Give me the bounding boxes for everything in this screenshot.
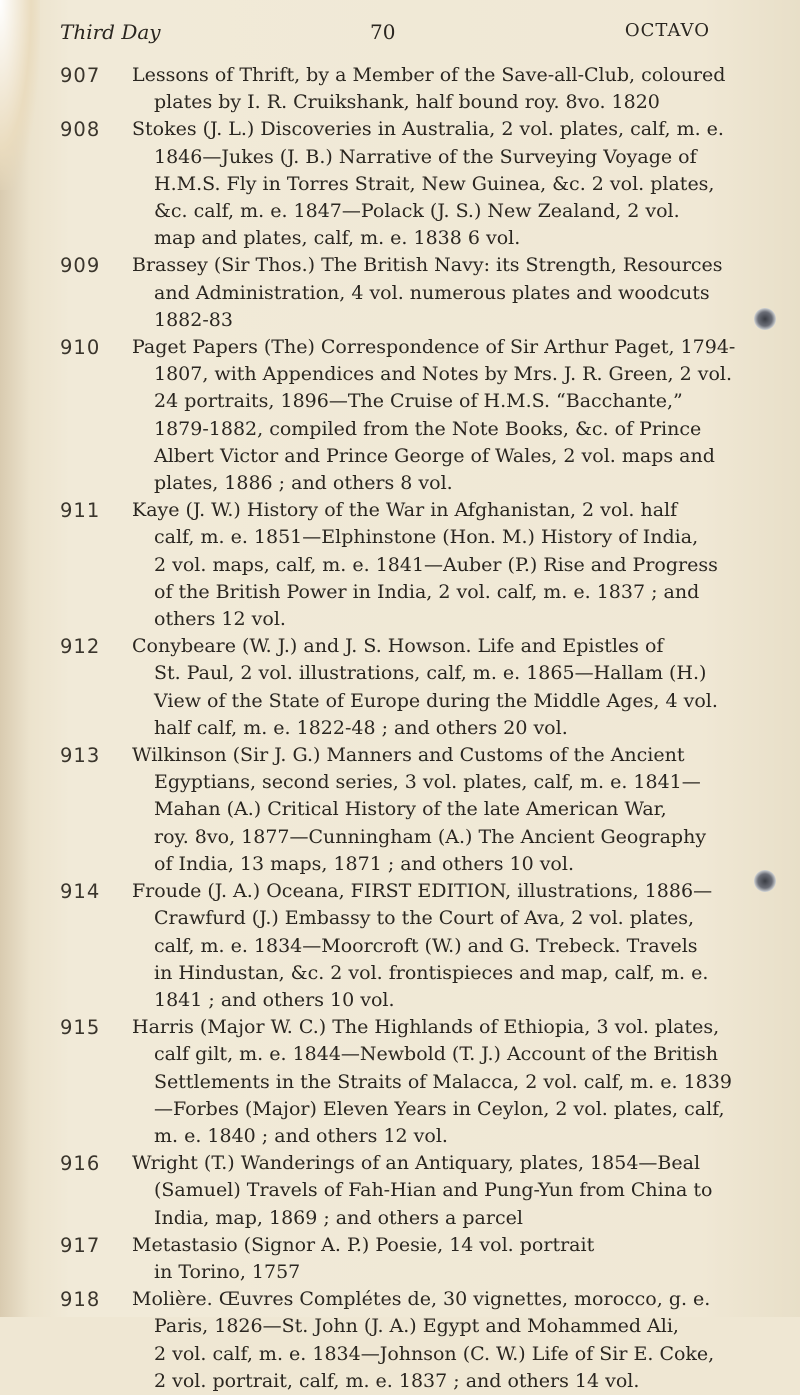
lot-description-line: Harris (Major W. C.) The Highlands of Ethiopia, 3 vol. plates, [132,1016,720,1039]
lot-description [132,62,726,116]
lot-entry [0,878,800,1014]
lot-number: 908 [60,118,101,142]
lot-description-line: Froude (J. A.) Oceana, FIRST EDITION, illustrations, 1886— [132,880,713,903]
lot-description-line: Settlements in the Straits of Malacca, 2 vol. calf, m. e. 1839 [154,1070,732,1093]
lot-description-line: half calf, m. e. 1822-48 ; and others 20 vol. [154,716,568,739]
lot-description-line: Kaye (J. W.) History of the War in Afghanistan, 2 vol. half [132,499,678,522]
lot-description-line: and Administration, 4 vol. numerous plates and woodcuts [154,281,710,304]
lot-entry [0,334,800,497]
lot-description [132,334,736,497]
lot-description-line: Wilkinson (Sir J. G.) Manners and Customs of the Ancient [132,744,685,767]
lot-number: 907 [60,64,101,87]
lot-description [132,252,723,334]
lot-description-line: View of the State of Europe during the Middle Ages, 4 vol. [154,689,718,712]
lot-entry [0,1014,800,1150]
lot-description-line: Conybeare (W. J.) and J. S. Howson. Life and Epistles of [132,635,664,658]
lot-entry [0,1232,800,1286]
lot-description-line: 1882-83 [154,308,233,331]
lot-entry [0,116,800,252]
lot-description-line: calf, m. e. 1851—Elphinstone (Hon. M.) History of India, [154,526,699,549]
header-day: Third Day [60,20,161,44]
lot-description-line: —Forbes (Major) Eleven Years in Ceylon, 2 vol. plates, calf, [154,1097,725,1120]
lot-description-line: 2 vol. maps, calf, m. e. 1841—Auber (P.) Rise and Progress [154,553,718,576]
lot-description-line: Paris, 1826—St. John (J. A.) Egypt and Mohammed Ali, [154,1315,679,1338]
lot-entry [0,742,800,878]
lot-description [132,1232,712,1286]
lot-description-line: &c. calf, m. e. 1847—Polack (J. S.) New Zealand, 2 vol. [154,200,680,223]
lot-description-line: 1807, with Appendices and Notes by Mrs. J. R. Green, 2 vol. [154,363,733,386]
lot-number: 910 [60,336,101,360]
lot-description-line: Stokes (J. L.) Discoveries in Australia, 2 vol. plates, calf, m. e. [132,118,724,141]
lot-description-line: 1841 ; and others 10 vol. [154,988,395,1011]
page-header [60,20,710,48]
lot-description-line: in Hindustan, &c. 2 vol. frontispieces and map, calf, m. e. [154,961,709,984]
lot-description-line: in Torino, 1757 [154,1260,301,1283]
lot-description-line: St. Paul, 2 vol. illustrations, calf, m. e. 1865—Hallam (H.) [154,662,707,685]
lot-description-line: map and plates, calf, m. e. 1838 6 vol. [154,227,521,250]
lot-description-line: Paget Papers (The) Correspondence of Sir Arthur Paget, 1794- [132,336,736,359]
lot-description [132,116,724,252]
ink-smudge [754,870,776,892]
lot-entry [0,633,800,742]
lot-description-line: 24 portraits, 1896—The Cruise of H.M.S. “Bacchante,” [154,390,683,413]
lot-description-line: Wright (T.) Wanderings of an Antiquary, plates, 1854—Beal [132,1152,701,1175]
lot-number: 916 [60,1152,101,1176]
lot-entry [0,62,800,116]
lot-number: 918 [60,1288,101,1312]
lot-entry [0,497,800,633]
lot-description [132,497,718,633]
lot-description-line: H.M.S. Fly in Torres Strait, New Guinea, &c. 2 vol. plates, [154,172,715,195]
lot-description-line: Crawfurd (J.) Embassy to the Court of Ava, 2 vol. plates, [154,907,694,930]
lot-description-line: 2 vol. portrait, calf, m. e. 1837 ; and others 14 vol. [154,1369,640,1392]
lot-number: 913 [60,744,101,768]
lot-description-line: 1879-1882, compiled from the Note Books, &c. of Prince [154,417,702,440]
lot-description-line: of India, 13 maps, 1871 ; and others 10 vol. [154,852,574,875]
lot-description-line: (Samuel) Travels of Fah-Hian and Pung-Yun from China to [154,1179,713,1202]
lot-description-line: Egyptians, second series, 3 vol. plates, calf, m. e. 1841— [154,771,701,794]
lot-description-line: India, map, 1869 ; and others a parcel [154,1206,523,1229]
lot-description-line: calf gilt, m. e. 1844—Newbold (T. J.) Account of the British [154,1043,719,1066]
lot-description-line: roy. 8vo, 1877—Cunningham (A.) The Ancient Geography [154,825,707,848]
lot-description-line: m. e. 1840 ; and others 12 vol. [154,1124,448,1147]
lot-description-line: Brassey (Sir Thos.) The British Navy: its Strength, Resources [132,254,723,277]
lot-description-line: Mahan (A.) Critical History of the late American War, [154,798,667,821]
lot-description-line: plates, 1886 ; and others 8 vol. [154,472,453,495]
lot-description [132,878,712,1014]
lot-description-line: others 12 vol. [154,608,286,631]
lot-description [132,633,718,742]
lot-number: 914 [60,880,101,904]
lot-description-line: of the British Power in India, 2 vol. calf, m. e. 1837 ; and [154,580,700,603]
lot-description [132,1014,732,1150]
lot-description-line: Molière. Œuvres Complétes de, 30 vignettes, morocco, g. e. [132,1288,711,1311]
lot-description [132,1286,715,1395]
lot-description [132,742,712,878]
lot-description-line: Lessons of Thrift, by a Member of the Save-all-Club, coloured [132,64,726,86]
header-page-number: 70 [370,20,396,44]
lot-number: 917 [60,1233,101,1257]
lot-entry [0,1150,800,1232]
lot-entry [0,1286,800,1395]
header-section: OCTAVO [624,20,710,41]
lot-description-line: Albert Victor and Prince George of Wales, 2 vol. maps and [154,444,715,467]
lot-number: 909 [60,254,101,278]
lot-entry [0,252,800,334]
lot-description-line: 2 vol. calf, m. e. 1834—Johnson (C. W.) Life of Sir E. Coke, [154,1342,715,1365]
ink-smudge [754,308,776,330]
lot-list [0,62,800,1395]
lot-description-line: Metastasio (Signor A. P.) Poesie, 14 vol. portrait [132,1233,595,1256]
lot-description-line: 1846—Jukes (J. B.) Narrative of the Surveying Voyage of [154,145,697,168]
lot-description-line: calf, m. e. 1834—Moorcroft (W.) and G. Trebeck. Travels [154,934,698,957]
lot-description [132,1150,712,1232]
lot-description-line: plates by I. R. Cruikshank, half bound roy. 8vo. 1820 [154,91,660,114]
lot-number: 915 [60,1016,101,1040]
lot-number: 911 [60,499,101,523]
lot-number: 912 [60,635,101,659]
